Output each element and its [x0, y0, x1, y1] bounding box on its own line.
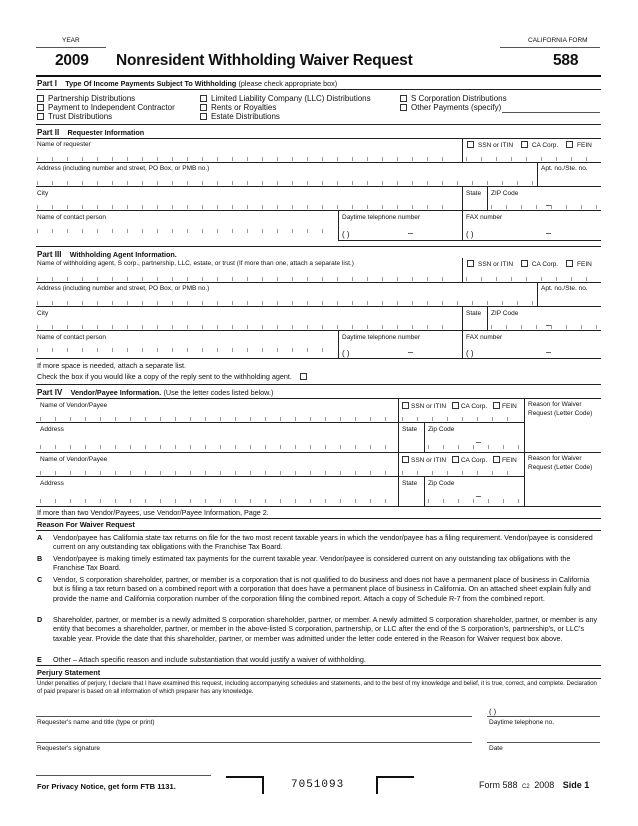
- vendor1-name-field[interactable]: [40, 417, 394, 421]
- agent-phone-field[interactable]: ( ): [342, 349, 350, 358]
- requester-zip-field[interactable]: [491, 205, 597, 209]
- form-reference: Form 588 C2 2008 Side 1: [479, 780, 590, 790]
- scan-mark-right: [376, 776, 414, 794]
- agent-contact-label: Name of contact person: [37, 334, 107, 341]
- fein-checkbox[interactable]: [566, 260, 573, 267]
- vendor1-reason-label: Reason for Waiver Request (Letter Code): [528, 401, 593, 417]
- ssn-checkbox[interactable]: [402, 402, 409, 409]
- fein-checkbox[interactable]: [566, 141, 573, 148]
- reason-a-letter: A: [37, 533, 43, 542]
- vendor2-id-field[interactable]: [402, 471, 520, 475]
- reason-a-text: Vendor/payee has California state tax returns on file for the two most recent taxable years in which the vendor/payee has a filing requirement. Vendor/payee is considered current on any outstanding tax obligations with the Franchise Tax Board.: [53, 533, 593, 552]
- checkbox[interactable]: [37, 95, 44, 102]
- vendor2-zip-field[interactable]: [428, 499, 520, 503]
- agent-contact-field[interactable]: [37, 348, 333, 352]
- checkbox[interactable]: [200, 104, 207, 111]
- part3-heading: [37, 250, 177, 259]
- vendor1-address-label: Address: [40, 426, 64, 433]
- signature-label: Requester's signature: [37, 745, 101, 752]
- cacorp-checkbox[interactable]: [452, 402, 459, 409]
- form-number: 588: [553, 52, 579, 69]
- option-trust[interactable]: Trust Distributions: [37, 112, 112, 121]
- part4-label: Part IV: [37, 388, 63, 397]
- vendor1-state-label: State: [402, 426, 418, 433]
- requester-phone-label: Daytime telephone number: [342, 214, 421, 221]
- vendor2-reason-field[interactable]: [526, 478, 598, 502]
- agent-fax-field[interactable]: ( ): [466, 349, 474, 358]
- vendor2-state-label: State: [402, 480, 418, 487]
- year-label: YEAR: [62, 37, 80, 44]
- option-contractor[interactable]: Payment to Independent Contractor: [37, 103, 175, 112]
- agent-id-field[interactable]: [466, 277, 598, 281]
- part2-title: Requester Information: [67, 128, 145, 137]
- vendor1-name-label: Name of Vendor/Payee: [40, 402, 108, 409]
- form-code: 7051093: [291, 779, 345, 791]
- option-llc[interactable]: Limited Liability Company (LLC) Distributions: [200, 94, 371, 103]
- agent-state-label: State: [466, 310, 482, 317]
- reasons-heading: Reason For Waiver Request: [37, 520, 135, 529]
- ssn-checkbox[interactable]: [467, 141, 474, 148]
- form-label-line: [500, 47, 600, 48]
- more-vendors-note: If more than two Vendor/Payees, use Vendor/Payee Information, Page 2.: [37, 508, 269, 517]
- reason-c-letter: C: [37, 575, 43, 584]
- requester-city-label: City: [37, 190, 49, 197]
- agent-address-label: Address (including number and street, PO Box, or PMB no.): [37, 285, 210, 292]
- header-rule: [36, 75, 601, 77]
- agent-phone-label: Daytime telephone number: [342, 334, 421, 341]
- agent-city-field[interactable]: [37, 325, 457, 329]
- scan-mark-left: [226, 776, 264, 794]
- requester-phone-field[interactable]: ( ): [342, 230, 350, 239]
- part4-title: Vendor/Payee Information.: [70, 388, 162, 397]
- agent-zip-label: ZIP Code: [491, 310, 519, 317]
- requester-apt-label: Apt. no./Ste. no.: [541, 165, 588, 172]
- form-label: CALIFORNIA FORM: [528, 37, 588, 44]
- year-line: [36, 47, 106, 48]
- agent-id-type[interactable]: SSN or ITIN CA Corp. FEIN: [467, 260, 592, 268]
- reason-c-text: Vendor, S corporation shareholder, partner, or member is a corporation that is not qualified to do business and does not have a permanent place of business in California but is filing a tax return based on a combined report with a corporation that does have a permanent place of business in California. On an attached sheet explain fully and provide the name and California corporation number of the corporation filing the combined report. Attach a copy of Schedule R-7 from the combined report.: [53, 575, 591, 603]
- vendor2-address-field[interactable]: [40, 499, 394, 503]
- date-label: Date: [489, 745, 503, 752]
- agent-address-field[interactable]: [37, 301, 533, 305]
- reason-b-letter: B: [37, 554, 43, 563]
- part4-heading: [37, 388, 273, 397]
- reason-e-text: Other – Attach specific reason and include substantiation that would justify a waiver of withholding.: [53, 655, 366, 664]
- part1-title: Type Of Income Payments Subject To Withholding: [65, 79, 237, 88]
- reason-d-letter: D: [37, 615, 43, 624]
- date-line[interactable]: [487, 742, 600, 743]
- vendor2-reason-label: Reason for Waiver Request (Letter Code): [528, 455, 593, 471]
- part3-title: Withholding Agent Information.: [69, 250, 177, 259]
- vendor1-id-type[interactable]: SSN or ITIN CA Corp. FEIN: [402, 402, 517, 410]
- cacorp-checkbox[interactable]: [521, 141, 528, 148]
- requester-state-label: State: [466, 190, 482, 197]
- part1-heading: [37, 79, 337, 88]
- requester-zip-label: ZIP Code: [491, 190, 519, 197]
- part1-label: Part I: [37, 79, 58, 88]
- checkbox[interactable]: [400, 95, 407, 102]
- fein-checkbox[interactable]: [493, 456, 500, 463]
- side-label: Side 1: [562, 780, 590, 790]
- agent-fax-label: FAX number: [466, 334, 503, 341]
- vendor2-address-label: Address: [40, 480, 64, 487]
- fein-checkbox[interactable]: [493, 402, 500, 409]
- requester-fax-field[interactable]: ( ): [466, 230, 474, 239]
- requester-id-type[interactable]: SSN or ITIN CA Corp. FEIN: [467, 141, 592, 149]
- page-title: Nonresident Withholding Waiver Request: [116, 52, 413, 69]
- requester-id-field[interactable]: [466, 157, 598, 161]
- requester-contact-field[interactable]: [37, 229, 333, 233]
- agent-zip-field[interactable]: [491, 325, 597, 329]
- part2-heading: [37, 128, 144, 137]
- requester-address-field[interactable]: [37, 181, 533, 185]
- checkbox[interactable]: [37, 104, 44, 111]
- vendor2-id-type[interactable]: SSN or ITIN CA Corp. FEIN: [402, 456, 517, 464]
- checkbox[interactable]: [37, 113, 44, 120]
- perjury-text: Under penalties of perjury, I declare that I have examined this request, including accompanying schedules and statements, and to the best of my knowledge and belief, it is true, correct, and complete. Declaration of paid preparer is based on all information of which preparer has any knowledge.: [37, 681, 597, 695]
- ssn-checkbox[interactable]: [467, 260, 474, 267]
- copy-to-agent-checkbox[interactable]: [300, 373, 307, 380]
- perjury-phone-field[interactable]: ( ): [489, 707, 497, 716]
- part4-note: (Use the letter codes listed below.): [163, 388, 274, 397]
- checkbox[interactable]: [400, 104, 407, 111]
- requester-contact-label: Name of contact person: [37, 214, 107, 221]
- reason-e-letter: E: [37, 655, 42, 664]
- requester-name-label: Name of requester: [37, 141, 91, 148]
- requester-address-label: Address (including number and street, PO Box, or PMB no.): [37, 165, 210, 172]
- agent-name-field[interactable]: [37, 277, 457, 281]
- perjury-heading: Perjury Statement: [37, 668, 101, 677]
- vendor1-address-field[interactable]: [40, 445, 394, 449]
- agent-city-label: City: [37, 310, 49, 317]
- part2-label: Part II: [37, 128, 60, 137]
- vendor2-zip-label: Zip Code: [428, 480, 455, 487]
- tax-year: 2009: [55, 52, 89, 69]
- option-partnership[interactable]: Partnership Distributions: [37, 94, 135, 103]
- reason-b-text: Vendor/payee is making timely estimated tax payments for the current taxable year. Vendor/payee is considered current on any outstanding tax obligations with the Franchise Tax Board.: [53, 554, 571, 573]
- vendor1-reason-field[interactable]: [526, 424, 598, 448]
- requester-city-field[interactable]: [37, 205, 457, 209]
- other-specify-line[interactable]: [502, 112, 600, 113]
- agent-apt-label: Apt. no./Ste. no.: [541, 285, 588, 292]
- name-title-line[interactable]: [36, 716, 472, 717]
- agent-name-label: Name of withholding agent, S corp., partnership, LLC, estate, or trust (If more than one, attach a separate list.): [37, 260, 354, 267]
- part1-note: (please check appropriate box): [238, 79, 338, 88]
- signature-line[interactable]: [36, 742, 472, 743]
- vendor2-name-field[interactable]: [40, 471, 394, 475]
- checkbox[interactable]: [200, 95, 207, 102]
- cacorp-checkbox[interactable]: [452, 456, 459, 463]
- option-rents[interactable]: Rents or Royalties: [200, 103, 276, 112]
- vendor1-zip-label: Zip Code: [428, 426, 455, 433]
- vendor2-name-label: Name of Vendor/Payee: [40, 456, 108, 463]
- copy-note[interactable]: Check the box if you would like a copy of the reply sent to the withholding agent.: [37, 372, 311, 381]
- part3-label: Part III: [37, 250, 62, 259]
- option-estate[interactable]: Estate Distributions: [200, 112, 280, 121]
- cacorp-checkbox[interactable]: [521, 260, 528, 267]
- reason-d-text: Shareholder, partner, or member is a newly admitted S corporation shareholder, partner, or member. A newly admitted S corporation shareholder, partner, or member is any entity that becomes a shareholder, partner, or member in the above-listed S corporation, partnership, or LLC after the end of the S corporation's, partnership's, or LLC's taxable year. Provide the date that this shareholder, partner, or member was admitted under the letter code entered in the Reason for Waiver request box above.: [53, 615, 598, 643]
- requester-name-field[interactable]: [37, 157, 457, 161]
- vendor1-id-field[interactable]: [402, 417, 520, 421]
- checkbox[interactable]: [200, 113, 207, 120]
- name-title-label: Requester's name and title (type or print): [37, 719, 155, 726]
- requester-fax-label: FAX number: [466, 214, 503, 221]
- option-scorp[interactable]: S Corporation Distributions: [400, 94, 507, 103]
- privacy-notice: For Privacy Notice, get form FTB 1131.: [37, 782, 176, 791]
- ssn-checkbox[interactable]: [402, 456, 409, 463]
- more-space-note: If more space is needed, attach a separate list.: [37, 361, 187, 370]
- perjury-phone-label: Daytime telephone no.: [489, 719, 555, 726]
- vendor1-zip-field[interactable]: [428, 445, 520, 449]
- option-other[interactable]: Other Payments (specify): [400, 103, 501, 112]
